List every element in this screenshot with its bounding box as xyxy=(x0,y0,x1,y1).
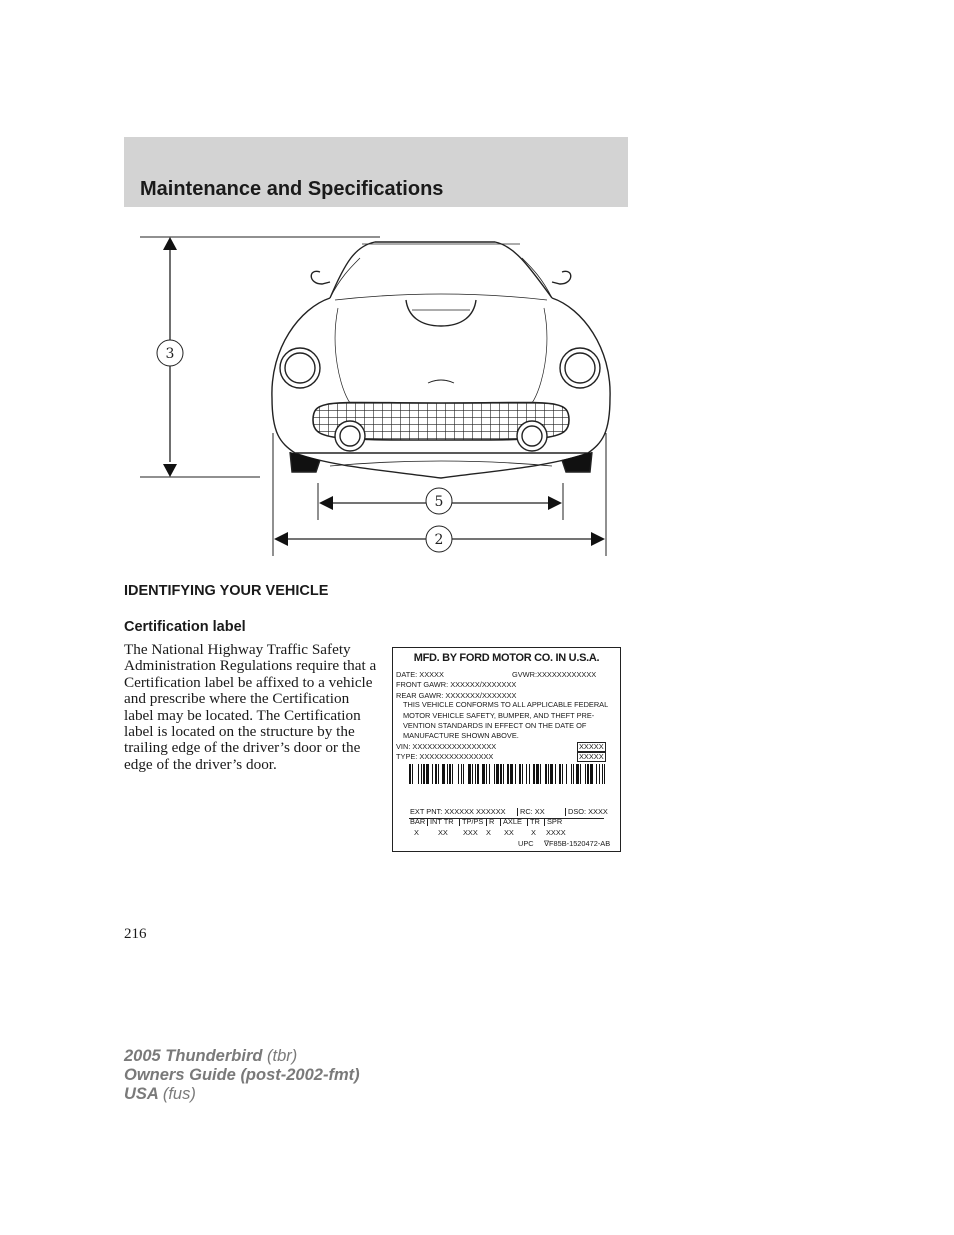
footer-line-2 xyxy=(124,1066,360,1085)
subsection-title: Certification label xyxy=(124,619,246,635)
barcode-bar xyxy=(550,764,553,784)
label-dso: DSO: XXXX xyxy=(565,808,608,816)
label-front-gawr: FRONT GAWR: XXXXXX/XXXXXXX xyxy=(396,680,517,689)
barcode-bar xyxy=(461,764,462,784)
svg-text:2: 2 xyxy=(434,532,444,548)
barcode-bar xyxy=(494,764,495,784)
barcode-bar xyxy=(510,764,513,784)
label-vin-box: XXXXX xyxy=(579,742,604,751)
footer-market: USA xyxy=(124,1085,159,1103)
label-part-number xyxy=(544,840,610,848)
callout-2 xyxy=(426,526,452,552)
barcode xyxy=(409,764,605,784)
barcode-bar xyxy=(449,764,451,784)
barcode-bar xyxy=(585,764,586,784)
body-paragraph: The National Highway Traffic Safety Administration Regulations require that a Certification label be affixed to a vehicle and prescribe where the Certification label may be located. The Certification label is located on the structure by the trailing edge of the driver’s door or the edge of the driver’s door. xyxy=(124,641,377,773)
barcode-bar xyxy=(529,764,530,784)
barcode-bar xyxy=(477,764,479,784)
barcode-bar xyxy=(452,764,453,784)
label-code-header-tp-ps: TP/PS xyxy=(459,818,483,826)
barcode-bar xyxy=(602,764,603,784)
barcode-bar xyxy=(573,764,574,784)
barcode-bar xyxy=(545,764,547,784)
barcode-bar xyxy=(566,764,567,784)
barcode-bar xyxy=(442,764,445,784)
label-upc: UPC xyxy=(518,839,534,848)
barcode-bar xyxy=(559,764,561,784)
svg-text:5: 5 xyxy=(434,494,444,510)
footer-model-code: (tbr) xyxy=(267,1047,298,1065)
label-code-value-axle: XX xyxy=(504,828,514,837)
label-code-value-r: X xyxy=(486,828,491,837)
barcode-bar xyxy=(475,764,476,784)
barcode-bar xyxy=(438,764,439,784)
label-conform-line-2: MOTOR VEHICLE SAFETY, BUMPER, AND THEFT PRE- xyxy=(403,711,595,720)
label-code-header-spr: SPR xyxy=(544,818,562,826)
label-code-header-axle: AXLE xyxy=(500,818,522,826)
section-title: IDENTIFYING YOUR VEHICLE xyxy=(124,583,329,599)
barcode-bar xyxy=(555,764,556,784)
barcode-bar xyxy=(412,764,413,784)
car-front-view xyxy=(272,242,610,478)
label-part-number-text: F85B-1520472-AB xyxy=(548,839,611,848)
label-code-header-tr: TR xyxy=(527,818,540,826)
callout-3 xyxy=(157,340,183,366)
barcode-bar xyxy=(426,764,429,784)
barcode-bar xyxy=(540,764,541,784)
label-type: TYPE: XXXXXXXXXXXXXXX xyxy=(396,752,494,761)
barcode-bar xyxy=(522,764,523,784)
barcode-bar xyxy=(409,764,411,784)
barcode-bar xyxy=(571,764,572,784)
label-code-value-bar: X xyxy=(414,828,419,837)
barcode-bar xyxy=(580,764,581,784)
footer-model: 2005 Thunderbird xyxy=(124,1047,263,1065)
label-code-header-bar: BAR xyxy=(410,817,426,826)
page-number: 216 xyxy=(124,926,147,942)
page-title: Maintenance and Specifications xyxy=(140,178,444,200)
label-title: MFD. BY FORD MOTOR CO. IN U.S.A. xyxy=(413,652,600,664)
barcode-bar xyxy=(576,764,579,784)
svg-text:3: 3 xyxy=(165,346,175,362)
callout-5 xyxy=(426,488,452,514)
label-rear-gawr: REAR GAWR: XXXXXXX/XXXXXXX xyxy=(396,691,517,700)
label-code-value-tr: X xyxy=(531,828,536,837)
barcode-bar xyxy=(515,764,516,784)
label-code-header-int-tr: INT TR xyxy=(427,818,454,826)
label-date: DATE: XXXXX xyxy=(396,670,444,679)
footer-guide: Owners Guide (post-2002-fmt) xyxy=(124,1066,360,1084)
barcode-bar xyxy=(482,764,485,784)
label-ext-pnt: EXT PNT: XXXXXX XXXXXX xyxy=(410,807,506,816)
label-type-box: XXXXX xyxy=(579,752,604,761)
barcode-bar xyxy=(519,764,521,784)
barcode-bar xyxy=(418,764,419,784)
barcode-bar xyxy=(590,764,593,784)
barcode-bar xyxy=(421,764,422,784)
certification-label-illustration xyxy=(392,647,621,852)
label-gvwr: GVWR:XXXXXXXXXXXX xyxy=(512,670,597,679)
barcode-bar xyxy=(447,764,448,784)
label-code-value-spr: XXXX xyxy=(546,828,566,837)
barcode-bar xyxy=(500,764,502,784)
label-vin: VIN: XXXXXXXXXXXXXXXXX xyxy=(396,742,497,751)
barcode-bar xyxy=(458,764,459,784)
label-code-value-tp-ps: XXX xyxy=(463,828,478,837)
barcode-bar xyxy=(435,764,437,784)
label-rc: RC: XX xyxy=(517,808,545,816)
barcode-bar xyxy=(604,764,605,784)
barcode-bar xyxy=(548,764,549,784)
barcode-bar xyxy=(496,764,499,784)
barcode-bar xyxy=(432,764,433,784)
barcode-bar xyxy=(596,764,597,784)
footer-line-3 xyxy=(124,1085,360,1104)
footer xyxy=(124,1047,360,1104)
barcode-bar xyxy=(489,764,490,784)
barcode-bar xyxy=(533,764,535,784)
label-code-value-int-tr: XX xyxy=(438,828,448,837)
label-conform-line-1: THIS VEHICLE CONFORMS TO ALL APPLICABLE FEDERAL xyxy=(403,700,609,709)
barcode-bar xyxy=(486,764,487,784)
vehicle-dimensions-figure xyxy=(130,228,620,563)
barcode-bar xyxy=(562,764,563,784)
footer-market-code: (fus) xyxy=(162,1085,196,1103)
footer-line-1 xyxy=(124,1047,360,1066)
label-conform-line-3: VENTION STANDARDS IN EFFECT ON THE DATE OF xyxy=(403,721,587,730)
barcode-bar xyxy=(503,764,504,784)
barcode-bar xyxy=(463,764,464,784)
barcode-bar xyxy=(526,764,527,784)
label-code-header-r: R xyxy=(486,818,494,826)
barcode-bar xyxy=(599,764,600,784)
barcode-bar xyxy=(423,764,425,784)
barcode-bar xyxy=(507,764,509,784)
barcode-bar xyxy=(468,764,471,784)
label-conform-line-4: MANUFACTURE SHOWN ABOVE. xyxy=(403,731,519,740)
barcode-bar xyxy=(472,764,473,784)
barcode-bar xyxy=(536,764,539,784)
barcode-bar xyxy=(587,764,589,784)
triangle-icon: ∇ xyxy=(544,839,549,848)
